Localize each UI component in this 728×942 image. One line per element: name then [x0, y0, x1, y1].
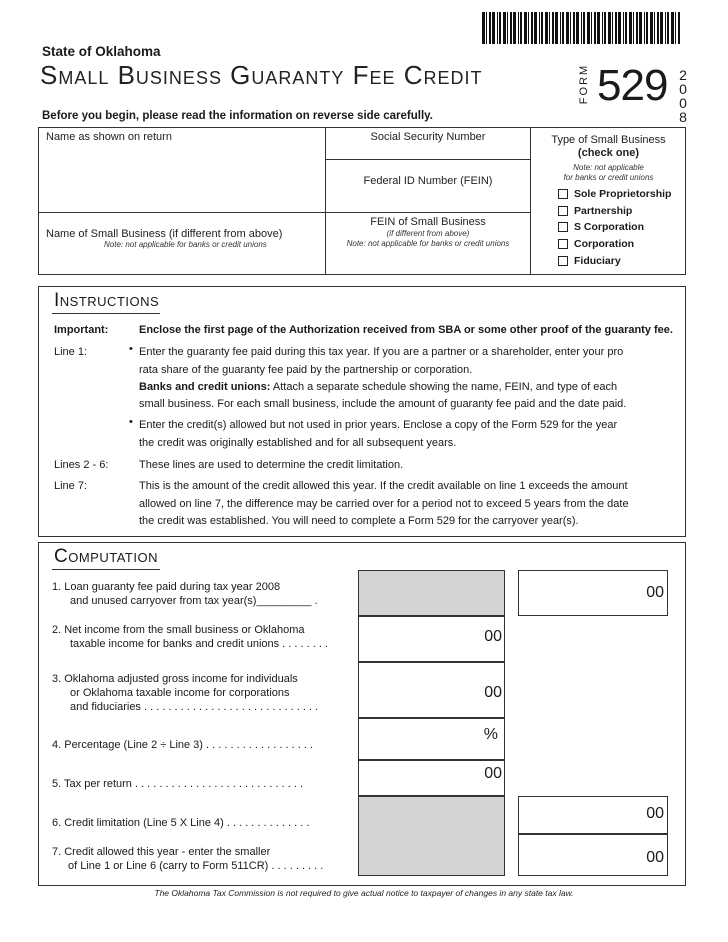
title-underline [52, 313, 160, 314]
barcode [482, 12, 682, 44]
line7-cents: 00 [646, 849, 664, 866]
option-s-corporation[interactable]: S Corporation [558, 220, 644, 234]
before-notice: Before you begin, please read the information on reverse side carefully. [42, 110, 433, 122]
line1-label: Line 1: [54, 346, 88, 358]
barcode-bar [618, 12, 621, 44]
line1-text: Enter the guaranty fee paid during this tax year. If you are a partner or a shareholder, enter your pro [139, 346, 624, 358]
option-corporation[interactable]: Corporation [558, 237, 634, 251]
barcode-bar [534, 12, 537, 44]
barcode-bar [555, 12, 558, 44]
type-note: for banks or credit unions [563, 173, 654, 182]
line2-cents: 00 [484, 628, 502, 645]
barcode-bar [545, 12, 548, 44]
checkbox[interactable] [558, 222, 568, 232]
line7-text: This is the amount of the credit allowed this year. If the credit available on line 1 exceeds the amount [139, 480, 628, 492]
checkbox[interactable] [558, 239, 568, 249]
barcode-bar [587, 12, 590, 44]
title-underline [52, 569, 160, 570]
barcode-bar [576, 12, 579, 44]
barcode-bar [489, 12, 491, 44]
barcode-bar [531, 12, 533, 44]
state-label: State of Oklahoma [42, 44, 161, 59]
important-label: Important: [54, 324, 109, 336]
barcode-bar [608, 12, 611, 44]
barcode-bar [541, 12, 543, 44]
name-field[interactable]: Name as shown on return [46, 131, 172, 143]
line3-desc: and fiduciaries . . . . . . . . . . . . . . . . . . . . . . . . . . . . . [70, 701, 319, 713]
lines26-label: Lines 2 - 6: [54, 459, 109, 471]
barcode-bar [671, 12, 674, 44]
line5-cents: 00 [484, 765, 502, 782]
barcode-bar [492, 12, 495, 44]
bullet: • [129, 416, 133, 428]
line2-desc: 2. Net income from the small business or Oklahoma [52, 624, 305, 636]
barcode-bar [625, 12, 627, 44]
line7-label: Line 7: [54, 480, 88, 492]
ssn-field[interactable]: Social Security Number [370, 131, 486, 143]
tax-year: 2 0 0 8 [679, 67, 687, 125]
footer-note: The Oklahoma Tax Commission is not required to give actual notice to taxpayer of changes in any state tax law. [154, 888, 574, 898]
line1-text: the credit was originally established and for all subsequent years. [139, 437, 457, 449]
line1-desc: 1. Loan guaranty fee paid during tax year 2008 [52, 581, 281, 593]
form-title: Small Business Guaranty Fee Credit [40, 60, 483, 90]
line4-percent-sign: % [483, 726, 498, 743]
barcode-bar [562, 12, 564, 44]
barcode-bar [615, 12, 617, 44]
important-text: Enclose the first page of the Authorization received from SBA or some other proof of the guaranty fee. [139, 324, 673, 336]
barcode-bar [566, 12, 569, 44]
barcode-bar [646, 12, 648, 44]
line1-text: Enter the credit(s) allowed but not used in prior years. Enclose a copy of the Form 529 for the year [139, 419, 618, 431]
barcode-bar [657, 12, 659, 44]
line2-desc: taxable income for banks and credit unions . . . . . . . . [70, 638, 329, 650]
barcode-bar [510, 12, 512, 44]
line1-desc: and unused carryover from tax year(s)_________ . [70, 595, 318, 607]
lines26-text: These lines are used to determine the credit limitation. [139, 459, 404, 471]
option-sole-proprietorship[interactable]: Sole Proprietorship [558, 187, 671, 201]
barcode-bar [660, 12, 663, 44]
barcode-bar [482, 12, 485, 44]
barcode-bar [583, 12, 585, 44]
barcode-bar [675, 12, 676, 44]
line3-cents: 00 [484, 684, 502, 701]
barcode-bar [654, 12, 655, 44]
barcode-bar [539, 12, 540, 44]
barcode-bar [623, 12, 624, 44]
line1-banks: Banks and credit unions: Attach a separate schedule showing the name, FEIN, and type of each [139, 381, 618, 393]
sb-name-note: Note: not applicable for banks or credit unions [104, 240, 267, 249]
line3-desc: or Oklahoma taxable income for corporations [70, 687, 290, 699]
line3-desc: 3. Oklahoma adjusted gross income for individuals [52, 673, 298, 685]
barcode-bar [507, 12, 508, 44]
business-type-label: Type of Small Business [551, 134, 666, 146]
barcode-bar [602, 12, 603, 44]
barcode-bar [518, 12, 519, 44]
line7-desc: 7. Credit allowed this year - enter the smaller [52, 846, 271, 858]
small-business-name-field[interactable]: Name of Small Business (if different from above) [46, 228, 283, 240]
instructions-title: Instructions [54, 290, 160, 311]
barcode-bar [573, 12, 575, 44]
line5-desc: 5. Tax per return . . . . . . . . . . . . . . . . . . . . . . . . . . . . [52, 778, 304, 790]
barcode-bar [594, 12, 596, 44]
fein-small-business-field[interactable]: FEIN of Small Business [370, 216, 486, 228]
divider [38, 212, 530, 213]
barcode-bar [486, 12, 487, 44]
barcode-bar [639, 12, 642, 44]
checkbox[interactable] [558, 206, 568, 216]
barcode-bar [591, 12, 592, 44]
checkbox[interactable] [558, 256, 568, 266]
barcode-bar [636, 12, 638, 44]
barcode-bar [524, 12, 527, 44]
barcode-bar [570, 12, 571, 44]
barcode-bar [667, 12, 669, 44]
barcode-bar [520, 12, 522, 44]
barcode-bar [633, 12, 634, 44]
divider [325, 159, 530, 160]
type-note: Note: not applicable [573, 163, 644, 172]
form-number: 529 [597, 61, 668, 110]
barcode-bar [499, 12, 501, 44]
barcode-bar [513, 12, 516, 44]
barcode-bar [650, 12, 653, 44]
barcode-bar [549, 12, 550, 44]
bullet: • [129, 343, 133, 355]
barcode-bar [604, 12, 606, 44]
line6-desc: 6. Credit limitation (Line 5 X Line 4) . . . . . . . . . . . . . . [52, 817, 310, 829]
line1-shaded [358, 570, 505, 616]
line6-cents: 00 [646, 805, 664, 822]
line6-7-shaded [358, 796, 505, 876]
form-word: FORM [578, 63, 590, 105]
barcode-bar [560, 12, 561, 44]
barcode-bar [644, 12, 645, 44]
barcode-bar [665, 12, 666, 44]
line1-text: small business. For each small business, include the amount of guaranty fee paid and the date paid. [139, 398, 627, 410]
option-partnership[interactable]: Partnership [558, 204, 632, 218]
barcode-bar [678, 12, 680, 44]
line1-text: rata share of the guaranty fee paid by the partnership or corporation. [139, 364, 473, 376]
line7-text: the credit was established. You will need to complete a Form 529 for the carryover year(s). [139, 515, 579, 527]
checkbox[interactable] [558, 189, 568, 199]
line7-desc: of Line 1 or Line 6 (carry to Form 511CR) . . . . . . . . . [68, 860, 324, 872]
barcode-bar [629, 12, 632, 44]
barcode-bar [612, 12, 613, 44]
barcode-bar [552, 12, 554, 44]
divider [325, 127, 326, 275]
line4-desc: 4. Percentage (Line 2 ÷ Line 3) . . . . . . . . . . . . . . . . . . [52, 739, 313, 751]
computation-title: Computation [54, 546, 158, 567]
fein-sb-note: (if different from above) [386, 229, 470, 238]
line1-cents: 00 [646, 584, 664, 601]
barcode-bar [528, 12, 529, 44]
fein-sb-note2: Note: not applicable for banks or credit unions [346, 239, 510, 248]
barcode-bar [497, 12, 498, 44]
barcode-bar [503, 12, 506, 44]
barcode-bar [581, 12, 582, 44]
line7-text: allowed on line 7, the difference may be carried over for a period not to exceed 5 years from the date [139, 498, 629, 510]
fein-field[interactable]: Federal ID Number (FEIN) [363, 175, 493, 187]
barcode-bar [597, 12, 600, 44]
option-fiduciary[interactable]: Fiduciary [558, 254, 621, 268]
check-one-label: (check one) [577, 147, 640, 159]
